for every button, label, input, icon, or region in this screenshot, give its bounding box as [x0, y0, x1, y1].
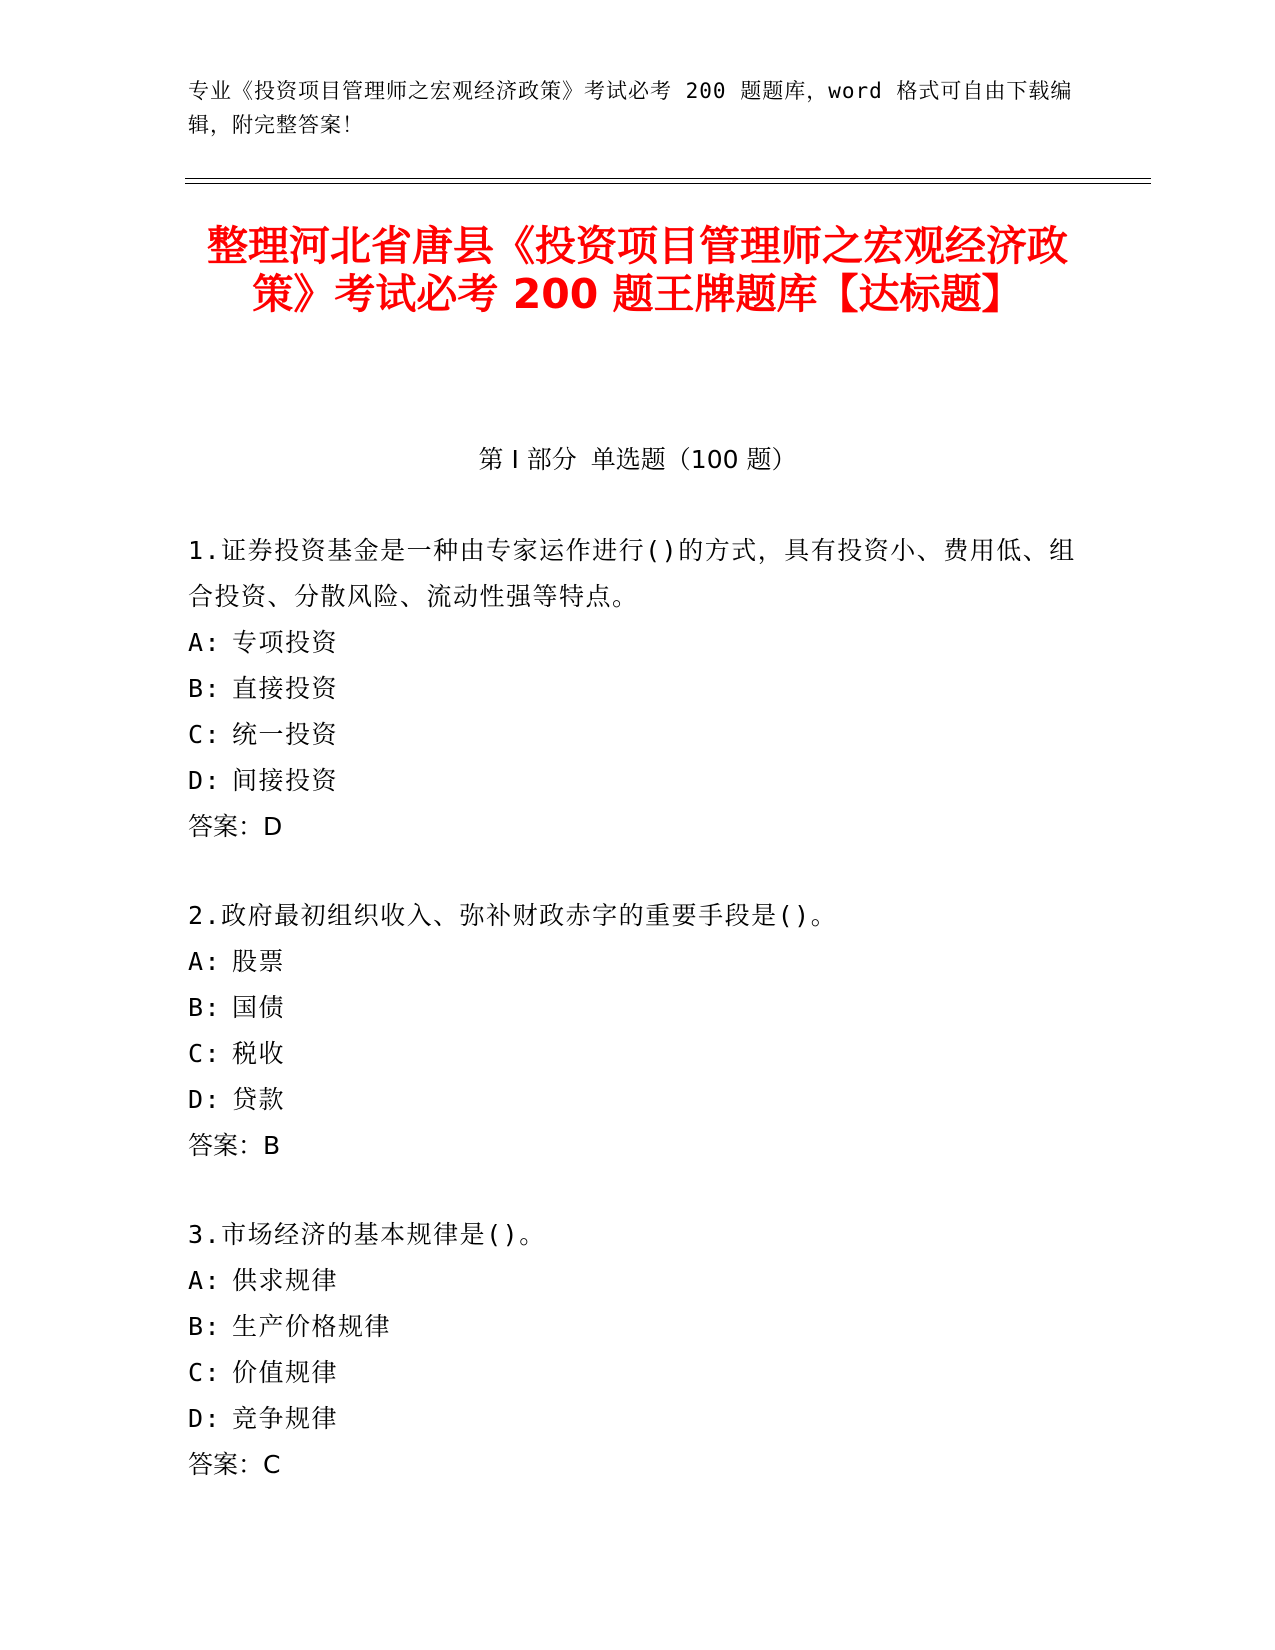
option-c	[188, 712, 1088, 758]
section-heading	[0, 440, 1275, 476]
document-title: 整理河北省唐县《投资项目管理师之宏观经济政策》考试必考 200 题王牌题库【达标题】	[207, 222, 1068, 318]
question-stem: 1.证券投资基金是一种由专家运作进行()的方式，具有投资小、费用低、组合投资、分散风险、流动性强等特点。	[188, 536, 1076, 611]
option-key: D:	[188, 766, 222, 795]
section-part: 第 I 部分	[478, 445, 577, 474]
header-divider-bottom	[185, 183, 1151, 184]
option-d	[188, 1077, 1088, 1123]
option-a	[188, 1258, 1088, 1304]
option-text: 股票	[232, 947, 286, 976]
option-key: B:	[188, 674, 222, 703]
option-key: C:	[188, 720, 222, 749]
option-text: 专项投资	[232, 628, 339, 657]
option-text: 直接投资	[232, 674, 339, 703]
option-text: 价值规律	[232, 1358, 339, 1387]
option-a	[188, 939, 1088, 985]
question-stem: 2.政府最初组织收入、弥补财政赤字的重要手段是()。	[188, 901, 838, 930]
option-text: 贷款	[232, 1085, 286, 1114]
option-key: A:	[188, 628, 222, 657]
option-text: 国债	[232, 993, 286, 1022]
option-key: A:	[188, 1266, 222, 1295]
question-stem: 3.市场经济的基本规律是()。	[188, 1220, 546, 1249]
option-d	[188, 758, 1088, 804]
header-divider-top	[185, 178, 1151, 179]
option-key: D:	[188, 1404, 222, 1433]
option-key: B:	[188, 993, 222, 1022]
option-key: C:	[188, 1039, 222, 1068]
option-b	[188, 1304, 1088, 1350]
option-c	[188, 1350, 1088, 1396]
option-b	[188, 666, 1088, 712]
question-item	[188, 528, 1088, 850]
option-a	[188, 620, 1088, 666]
option-key: D:	[188, 1085, 222, 1114]
option-key: B:	[188, 1312, 222, 1341]
option-text: 间接投资	[232, 766, 339, 795]
question-item	[188, 893, 1088, 1169]
option-text: 税收	[232, 1039, 286, 1068]
option-text: 生产价格规律	[232, 1312, 392, 1341]
header-note: 专业《投资项目管理师之宏观经济政策》考试必考 200 题题库，word 格式可自由下载编辑，附完整答案！	[188, 79, 1073, 137]
option-d	[188, 1396, 1088, 1442]
option-text: 统一投资	[232, 720, 339, 749]
option-b	[188, 985, 1088, 1031]
option-key: A:	[188, 947, 222, 976]
answer-line: 答案：B	[188, 1131, 281, 1160]
option-text: 供求规律	[232, 1266, 339, 1295]
option-key: C:	[188, 1358, 222, 1387]
option-text: 竞争规律	[232, 1404, 339, 1433]
option-c	[188, 1031, 1088, 1077]
answer-line: 答案：D	[188, 812, 283, 841]
section-name: 单选题（100 题）	[590, 445, 797, 474]
answer-line: 答案：C	[188, 1450, 281, 1479]
question-list	[188, 528, 1088, 1531]
question-item	[188, 1212, 1088, 1488]
